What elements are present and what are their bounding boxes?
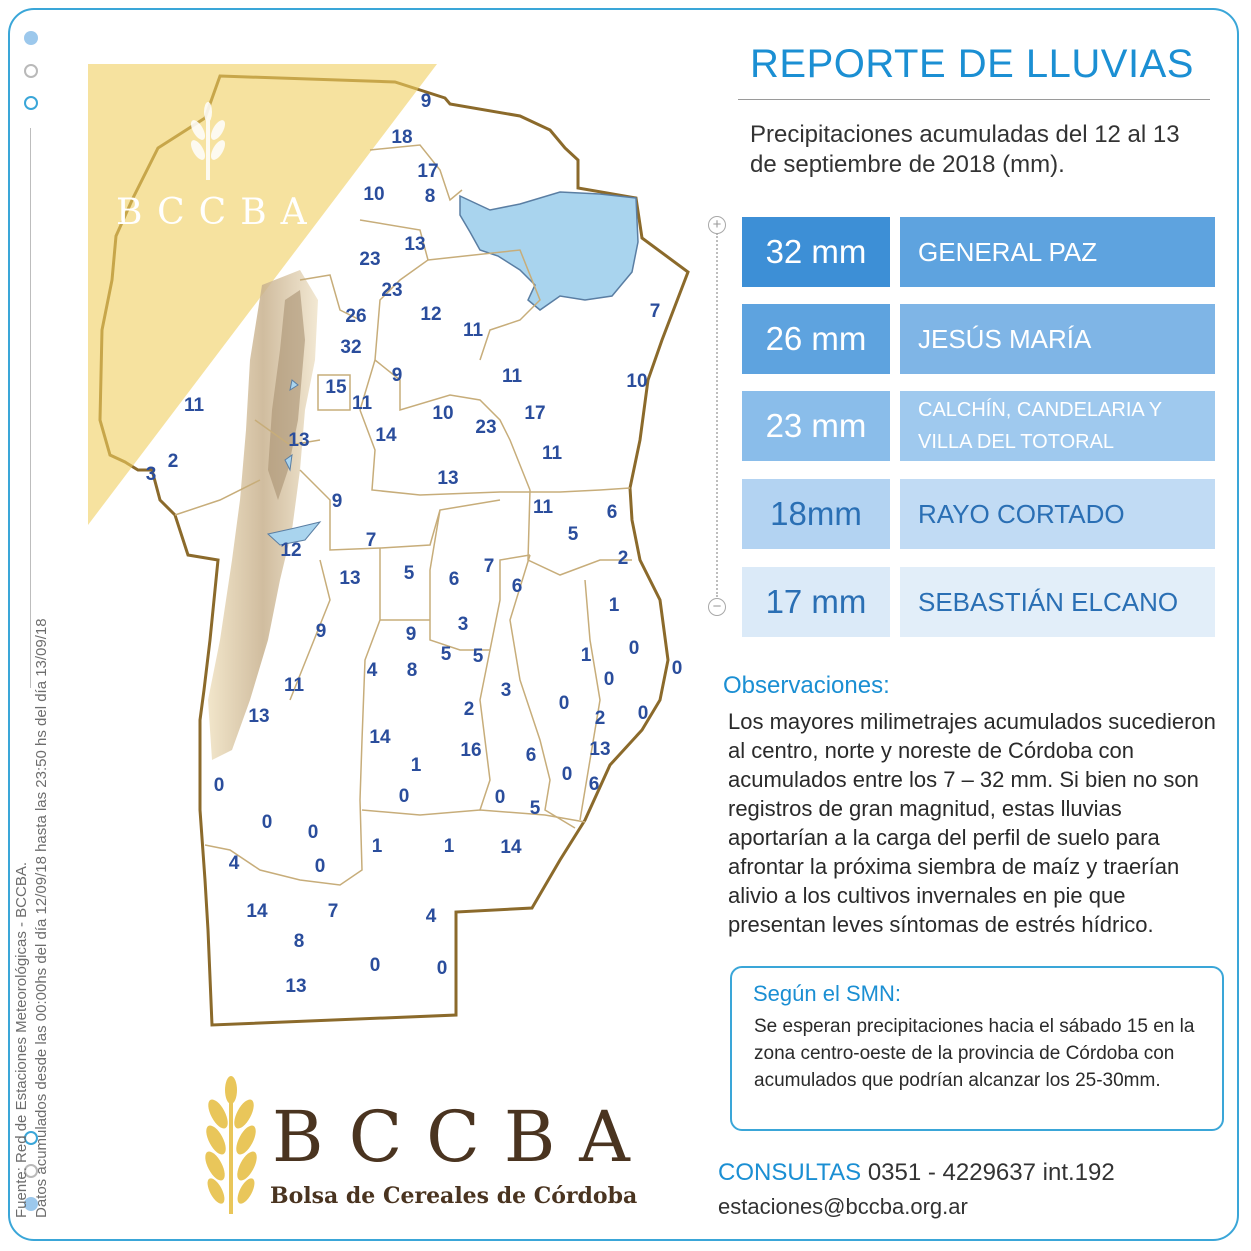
station-value: 14 (369, 727, 391, 749)
station-value: 13 (248, 706, 270, 728)
station-value: 17 (417, 161, 439, 183)
smn-text: Se esperan precipitaciones hacia el sábado 15 en la zona centro-oeste de la provincia de Córdoba con acumulados que podrían alcanzar los 25-30mm. (754, 1016, 1195, 1091)
station-value: 0 (494, 787, 506, 809)
station-value: 11 (541, 443, 563, 465)
station-value: 18 (391, 127, 413, 149)
station-value: 0 (558, 693, 570, 715)
station-value: 6 (588, 774, 600, 796)
station-value: 0 (398, 786, 410, 808)
rank-2-value: 26 mm (742, 304, 890, 374)
station-value: 1 (410, 755, 422, 777)
station-value: 16 (460, 740, 482, 762)
station-value: 14 (375, 425, 397, 447)
rank-4-value: 18mm (742, 479, 890, 549)
station-value: 9 (420, 91, 432, 113)
station-value: 8 (424, 186, 436, 208)
station-value: 0 (213, 775, 225, 797)
station-value: 11 (283, 675, 305, 697)
station-value: 6 (606, 502, 618, 524)
station-value: 0 (307, 822, 319, 844)
station-value: 10 (363, 184, 385, 206)
station-value: 7 (327, 901, 339, 923)
station-value: 3 (457, 614, 469, 636)
station-value: 5 (440, 644, 452, 666)
station-value: 2 (617, 548, 629, 570)
station-value: 11 (462, 320, 484, 342)
station-value: 7 (649, 301, 661, 323)
contact-phone-line (718, 1159, 1115, 1187)
station-value: 32 (340, 337, 362, 359)
rank-4-place: RAYO CORTADO (900, 479, 1215, 549)
station-value: 13 (404, 234, 426, 256)
station-value: 26 (345, 306, 367, 328)
station-value: 4 (228, 853, 240, 875)
station-value: 9 (405, 624, 417, 646)
station-value: 9 (391, 365, 403, 387)
station-value: 5 (567, 524, 579, 546)
source-line-2: Datos acumulados desde las 00:00hs del día 12/09/18 hasta las 23:50 hs del día 13/09/18 (33, 618, 50, 1218)
rank-5-place: SEBASTIÁN ELCANO (900, 567, 1215, 637)
report-title: REPORTE DE LLUVIAS (750, 42, 1194, 86)
observations-text: Los mayores milimetrajes acumulados sucedieron al centro, norte y noreste de Córdoba con acumulados entre los 7 – 32 mm. Si bien no son registros de gran magnitud, estas lluvias aportarían a la carga del perfil de suelo para afrontar la próxima siembra de maíz y traerían alivio a los cultivos invernales en pie que presentan leves síntomas de estrés hídrico. (728, 709, 1216, 937)
station-value: 7 (483, 556, 495, 578)
station-value: 14 (246, 901, 268, 923)
station-value: 17 (524, 403, 546, 425)
station-value: 9 (315, 621, 327, 643)
station-value: 8 (406, 660, 418, 682)
station-value: 6 (448, 569, 460, 591)
station-value: 5 (403, 563, 415, 585)
station-value: 8 (293, 931, 305, 953)
station-value: 11 (351, 393, 373, 415)
station-value: 13 (285, 976, 307, 998)
station-value: 12 (420, 304, 442, 326)
station-value: 10 (626, 371, 648, 393)
logo-name: BCCBA (272, 1096, 654, 1178)
station-value: 5 (472, 646, 484, 668)
station-value: 1 (371, 836, 383, 858)
rank-1-value: 32 mm (742, 217, 890, 287)
station-value: 6 (525, 745, 537, 767)
station-value: 9 (331, 491, 343, 513)
rank-5-value: 17 mm (742, 567, 890, 637)
station-value: 11 (183, 395, 205, 417)
station-value: 23 (475, 417, 497, 439)
report-subtitle: Precipitaciones acumuladas del 12 al 13 de septiembre de 2018 (mm). (750, 121, 1180, 178)
station-value: 0 (637, 703, 649, 725)
station-value: 0 (561, 764, 573, 786)
rank-3-place: CALCHÍN, CANDELARIA Y VILLA DEL TOTORAL (900, 391, 1215, 461)
station-value: 13 (288, 430, 310, 452)
station-value: 12 (280, 540, 302, 562)
station-value: 0 (314, 856, 326, 878)
station-value: 6 (511, 576, 523, 598)
station-value: 2 (594, 708, 606, 730)
station-value: 0 (603, 669, 615, 691)
station-value: 2 (167, 451, 179, 473)
station-value: 4 (366, 660, 378, 682)
minus-icon: − (708, 598, 726, 616)
station-value: 3 (145, 464, 157, 486)
wheat-logo-icon (196, 1076, 266, 1216)
station-value: 13 (437, 468, 459, 490)
rank-3-value: 23 mm (742, 391, 890, 461)
station-value: 14 (500, 837, 522, 859)
station-value: 1 (443, 836, 455, 858)
station-value: 0 (671, 658, 683, 680)
station-value: 3 (500, 680, 512, 702)
station-value: 1 (608, 595, 620, 617)
station-value: 13 (339, 568, 361, 590)
station-value: 11 (501, 366, 523, 388)
station-value: 1 (580, 645, 592, 667)
contact-phone[interactable]: 0351 - 4229637 int.192 (867, 1159, 1115, 1186)
title-divider (738, 99, 1210, 100)
station-value: 2 (463, 699, 475, 721)
station-value: 15 (325, 377, 347, 399)
station-value: 11 (532, 497, 554, 519)
watermark-text: BCCBA (116, 192, 321, 233)
logo-subtitle: Bolsa de Cereales de Córdoba (270, 1183, 638, 1209)
station-value: 5 (529, 798, 541, 820)
station-value: 0 (261, 812, 273, 834)
contact-label: CONSULTAS (718, 1159, 862, 1186)
plus-icon: + (708, 216, 726, 234)
station-value: 0 (436, 958, 448, 980)
station-value: 0 (369, 955, 381, 977)
source-line-1: Fuente: Red de Estaciones Meteorológicas - BCCBA. (13, 861, 30, 1218)
smn-title: Según el SMN: (753, 981, 901, 1006)
station-value: 13 (589, 739, 611, 761)
observations-title: Observaciones: (723, 672, 890, 699)
station-value: 7 (365, 530, 377, 552)
rank-2-place: JESÚS MARÍA (900, 304, 1215, 374)
station-value: 0 (628, 638, 640, 660)
station-value: 23 (381, 280, 403, 302)
station-value: 4 (425, 906, 437, 928)
rank-1-place: GENERAL PAZ (900, 217, 1215, 287)
ranking-scale-line (716, 233, 718, 597)
station-value: 10 (432, 403, 454, 425)
station-value: 23 (359, 249, 381, 271)
contact-email[interactable]: estaciones@bccba.org.ar (718, 1194, 968, 1219)
